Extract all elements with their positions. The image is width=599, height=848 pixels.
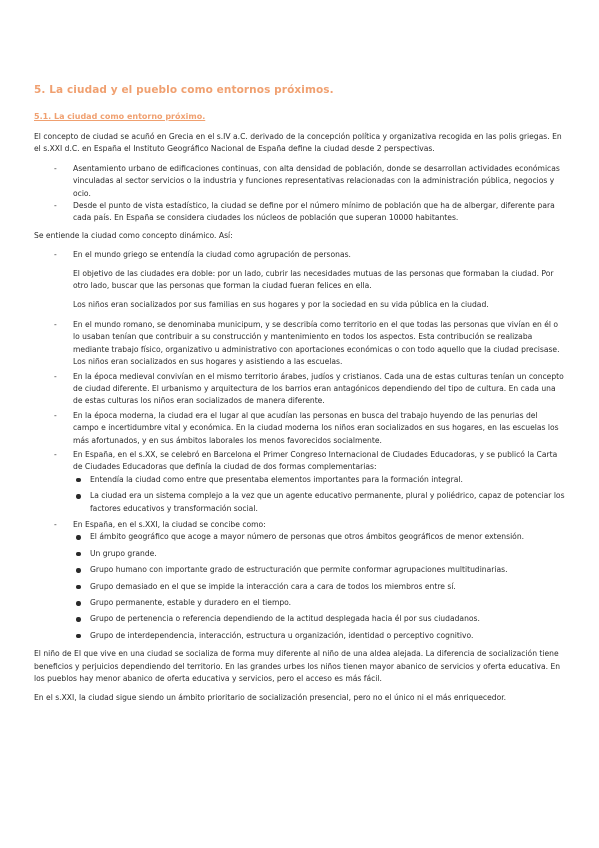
list-item: - En España, en el s.XX, se celebró en Barcelona el Primer Congreso Internacional de Ciudades Educadoras, y se publicó la Carta de Ciudades Educadoras que definía la ciudad de dos formas complementarias: Entendía la ciudad como entre que presentaba elementos importantes para la formación integral. La ciudad era un sistema complejo a la vez que un agente educativo permanente, plural y poliédrico, capaz de potenciar los factores educativos y transformación social. <box>34 449 565 515</box>
list-item: - En el mundo romano, se denominaba municipum, y se describía como territorio en el que todas las personas que vivían en él o lo usaban tenían que contribuir a su construcción y mantenimiento en todos los aspectos. Esta contribución se realizaba mediante trabajo físico, organizativo u administrativo con aportaciones económicas o con todo aquello que la ciudad precisase. Los niños eran socializados en sus hogares y asistiendo a las escuelas. <box>54 319 560 367</box>
subsection-heading: 5.1. La ciudad como entorno próximo. <box>34 112 206 121</box>
dash-marker: - <box>54 449 57 459</box>
list-item: La ciudad era un sistema complejo a la vez que un agente educativo permanente, plural y poliédrico, capaz de potenciar los factores educativos y transformación social. <box>34 490 565 515</box>
bullet-marker <box>76 535 81 540</box>
bullet-marker <box>76 585 81 590</box>
dash-marker: - <box>54 201 57 211</box>
dynamic-intro: Se entiende la ciudad como concepto dinámico. Así: <box>34 230 233 240</box>
dash-marker: - <box>54 319 57 329</box>
list-item: Grupo humano con importante grado de estructuración que permite conformar agrupaciones multitudinarias. <box>34 564 565 576</box>
section-heading: 5. La ciudad y el pueblo como entornos próximos. <box>34 84 334 96</box>
bullet-marker <box>76 634 81 639</box>
list-item: Un grupo grande. <box>34 548 565 560</box>
list-item: Grupo permanente, estable y duradero en el tiempo. <box>34 597 565 609</box>
bullet-marker <box>76 568 81 573</box>
bullet-marker <box>76 601 81 606</box>
list-item: Grupo demasiado en el que se impide la interacción cara a cara de todos los miembros entre sí. <box>34 581 565 593</box>
closing-paragraph-1: El niño de EI que vive en una ciudad se socializa de forma muy diferente al niño de una aldea alejada. La diferencia de socialización tiene beneficios y perjuicios dependiendo del territorio. En las grandes urbes los niños tienen mayor abanico de servicios y oferta educativa. En los pueblos hay menor abanico de oferta educativa y servicios, pero el acceso es más fácil. <box>34 649 561 684</box>
list-item: Grupo de pertenencia o referencia dependiendo de la actitud desplegada hacia él por sus ciudadanos. <box>34 613 565 625</box>
perspectives-list <box>34 163 565 225</box>
list-item: Grupo de interdependencia, interacción, estructura u organización, identidad o perceptivo cognitivo. <box>34 630 565 642</box>
greek-list <box>34 249 565 261</box>
greek-paragraph-2: Los niños eran socializados por sus familias en sus hogares y por la sociedad en su vida pública en la ciudad. <box>73 300 489 310</box>
list-item: El ámbito geográfico que acoge a mayor número de personas que otros ámbitos geográficos de menor extensión. <box>34 531 565 543</box>
list-item: - En España, en el s.XXI, la ciudad se concibe como: El ámbito geográfico que acoge a mayor número de personas que otros ámbitos geográficos de menor extensión. Un grupo grande. Grupo humano con importante grado de estructuración que permite conformar agrupaciones multitudinarias. Grupo demasiado en el que se impide la interacción cara a cara de todos los miembros entre sí. Grupo permanente, estable y duradero en el tiempo. Grupo de pertenencia o referencia dependiendo de la actitud desplegada hacia él por sus ciudadanos. Grupo de interdependencia, interacción, estructura u organización, identidad o perceptivo cognitivo. <box>34 519 565 642</box>
dash-marker: - <box>54 163 57 173</box>
list-item: - En el mundo griego se entendía la ciudad como agrupación de personas. <box>34 249 565 261</box>
eras-list <box>34 319 565 642</box>
dash-marker: - <box>54 410 57 420</box>
dash-marker: - <box>54 371 57 381</box>
closing-paragraph-2: En el s.XXI, la ciudad sigue siendo un ámbito prioritario de socialización presencial, pero no el único ni el más enriquecedor. <box>34 693 507 703</box>
dash-marker: - <box>54 519 57 529</box>
bullet-marker <box>76 494 81 499</box>
educating-city-list <box>34 474 565 515</box>
bullet-marker <box>76 617 81 622</box>
list-item: - En la época medieval convivían en el mismo territorio árabes, judíos y cristianos. Cada una de estas culturas tenían un concepto de ciudad diferente. El urbanismo y arquitectura de los barrios eran antagónicos dependiendo del tipo de cultura. En cada una de estas culturas los niños eran socializados de manera diferente. <box>54 371 564 406</box>
list-item: Entendía la ciudad como entre que presentaba elementos importantes para la formación integral. <box>34 474 565 486</box>
bullet-marker <box>76 478 81 483</box>
greek-paragraph-1: El objetivo de las ciudades era doble: por un lado, cubrir las necesidades mutuas de las personas que formaban la ciudad. Por otro lado, buscar que las personas que forman la ciudad fueran felices en ella. <box>73 268 554 291</box>
list-item: - Desde el punto de vista estadístico, la ciudad se define por el número mínimo de población que ha de albergar, diferente para cada país. En España se considera ciudades los núcleos de población que superan 10000 habitantes. <box>54 201 555 223</box>
intro-paragraph: El concepto de ciudad se acuñó en Grecia en el s.IV a.C. derivado de la concepción política y organizativa recogida en las polis griegas. En el s.XXI d.C. en España el Instituto Geográfico Nacional de España define la ciudad desde 2 perspectivas. <box>34 132 562 154</box>
dash-marker: - <box>54 250 57 260</box>
bullet-marker <box>76 552 81 557</box>
xxi-points-list <box>34 531 565 642</box>
list-item: - En la época moderna, la ciudad era el lugar al que acudían las personas en busca del trabajo huyendo de las penurias del campo e incertidumbre vital y económica. En la ciudad moderna los niños eran socializados en sus hogares, en las escuelas los más afortunados, y en sus ámbitos laborales los menos favorecidos socialmente. <box>54 410 559 445</box>
list-item: - Asentamiento urbano de edificaciones continuas, con alta densidad de población, donde se desarrollan actividades económicas vinculadas al sector servicios o la industria y funciones representativas relacionadas con la administración pública, negocios y ocio. <box>54 163 560 198</box>
